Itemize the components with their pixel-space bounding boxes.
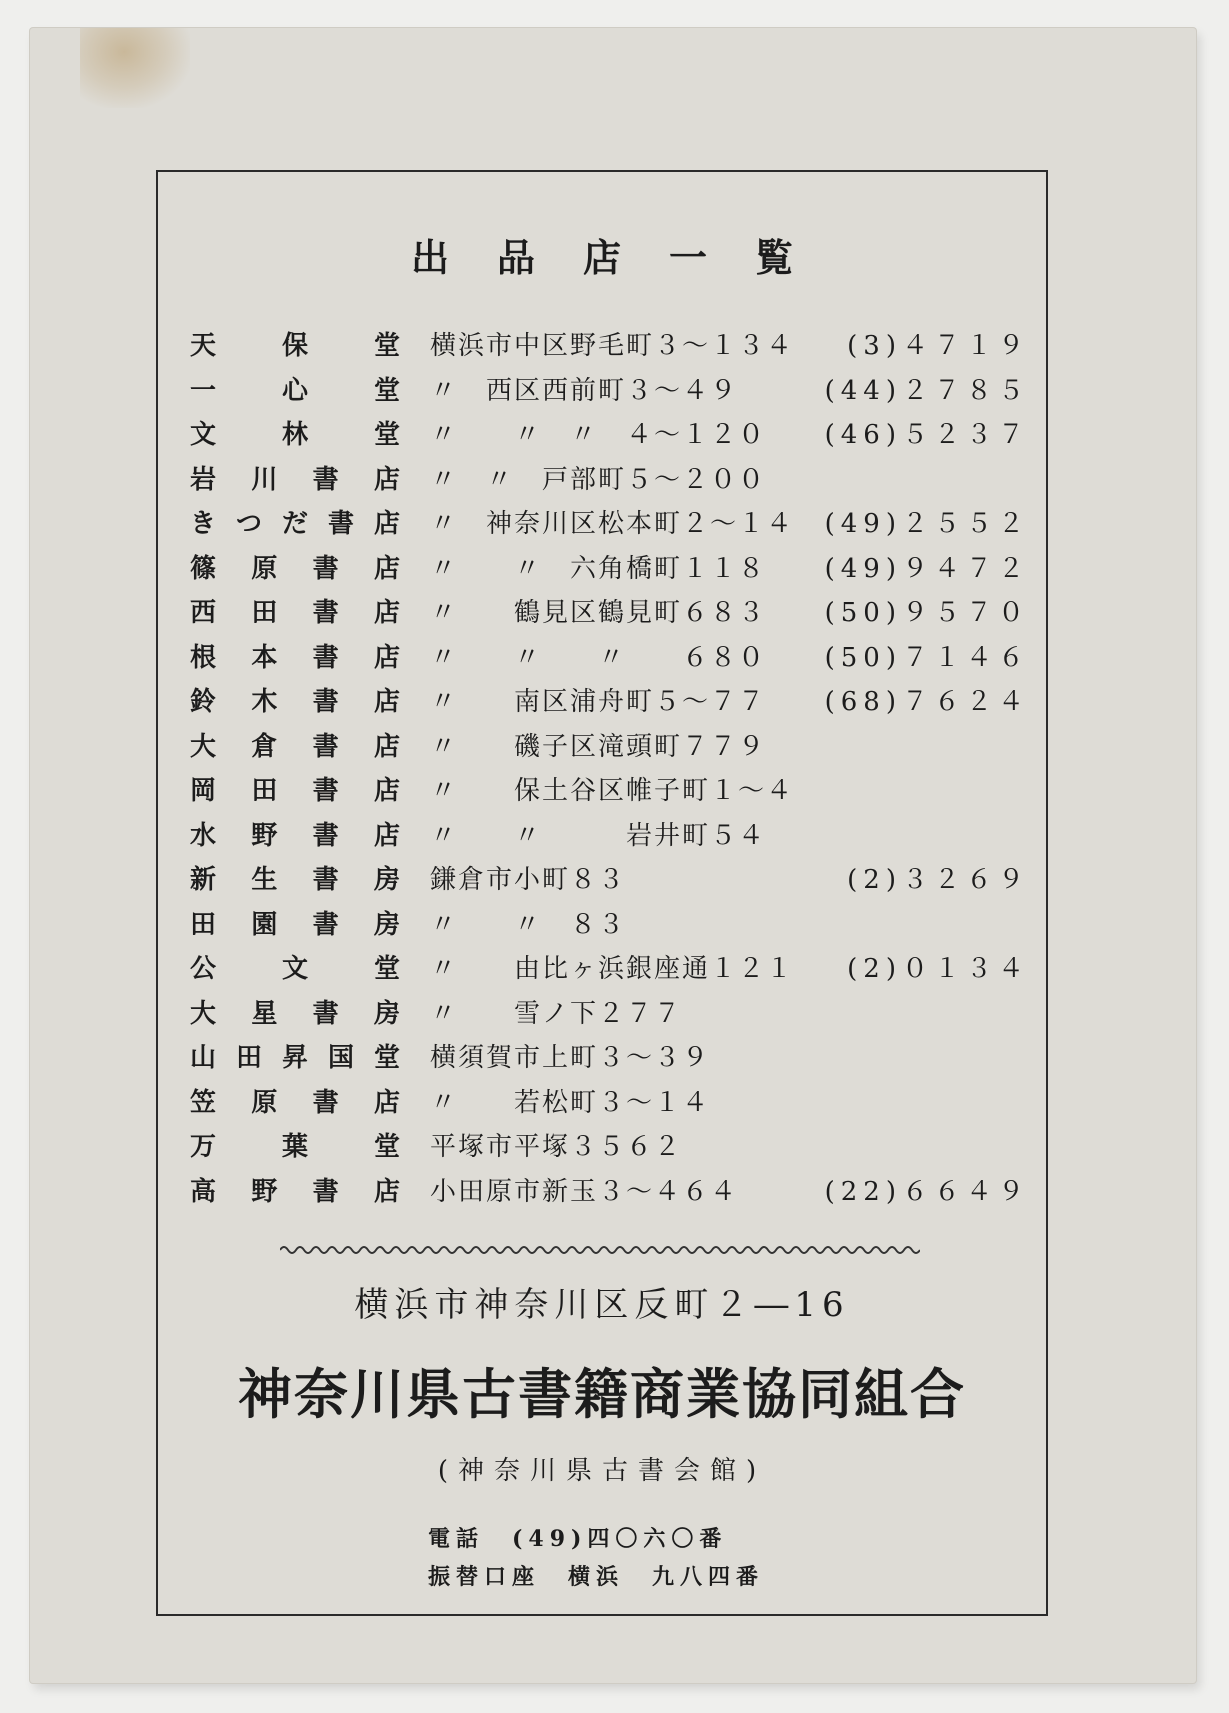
shop-address: 〃 雪ノ下２７７ (430, 998, 683, 1029)
wavy-divider (280, 1242, 920, 1258)
shop-address: 〃 磯子区滝頭町７７９ (430, 731, 767, 762)
page-title: 出品店一覧 (410, 235, 841, 280)
shop-phone: (68)７６２４ (824, 687, 1030, 717)
shop-name: 笠 原 書 店 (190, 1087, 400, 1118)
shop-address: 平塚市平塚３５６２ (430, 1132, 683, 1162)
org-alias: (神奈川県古書会館) (437, 1456, 767, 1486)
org-address: 横浜市神奈川区反町２―16 (354, 1285, 850, 1325)
shop-phone: (49)２５５２ (824, 509, 1030, 539)
shop-row (190, 324, 1040, 369)
shop-name: 大 星 書 房 (190, 998, 400, 1029)
shop-name: 岡 田 書 店 (190, 776, 400, 806)
shop-address: 〃 南区浦舟町５～７７ (430, 687, 767, 717)
shop-row (190, 858, 1040, 903)
shop-phone: (3)４７１９ (847, 331, 1030, 361)
shop-row (190, 992, 1040, 1037)
shop-name: 山 田 昇 国 堂 (190, 1043, 400, 1073)
shop-phone: (50)９５７０ (824, 598, 1030, 628)
shop-name: 田 園 書 房 (190, 909, 400, 940)
shop-address: 〃 西区西前町３～４９ (430, 375, 739, 406)
shop-address: 〃 若松町３～１４ (430, 1087, 711, 1118)
org-telephone: 電話 (49)四〇六〇番 (428, 1526, 728, 1552)
shop-address: 〃 神奈川区松本町２～１４ (430, 509, 795, 539)
shop-row (190, 636, 1040, 681)
shop-phone: (22)６６４９ (824, 1176, 1030, 1207)
shop-name: 高 野 書 店 (190, 1176, 400, 1207)
shop-name: 大 倉 書 店 (190, 731, 400, 762)
shop-name: 一 心 堂 (190, 375, 400, 406)
shop-row (190, 725, 1040, 770)
shop-phone: (46)５２３７ (824, 420, 1030, 450)
shop-address: 横須賀市上町３～３９ (430, 1043, 711, 1073)
content-frame (156, 170, 1048, 1616)
shop-name: き つ だ 書 店 (190, 509, 400, 539)
shop-address: 〃 鶴見区鶴見町６８３ (430, 598, 767, 628)
shop-phone: (2)３２６９ (847, 865, 1030, 895)
shop-row (190, 769, 1040, 814)
shop-address: 小田原市新玉３～４６４ (430, 1176, 739, 1207)
shop-name: 天 保 堂 (190, 331, 400, 361)
shop-row (190, 1036, 1040, 1081)
shop-row (190, 1170, 1040, 1215)
shop-row (190, 369, 1040, 414)
shop-phone: (50)７１４６ (824, 642, 1030, 673)
shop-name: 公 文 堂 (190, 954, 400, 984)
shop-name: 根 本 書 店 (190, 642, 400, 673)
shop-name: 万 葉 堂 (190, 1132, 400, 1162)
shop-phone: (2)０１３４ (847, 954, 1030, 984)
shop-row (190, 547, 1040, 592)
shop-address: 〃 保土谷区帷子町１～４ (430, 776, 795, 806)
shop-name: 水 野 書 店 (190, 820, 400, 851)
shop-name: 文 林 堂 (190, 420, 400, 450)
shop-name: 鈴 木 書 店 (190, 687, 400, 717)
shop-phone: (44)２７８５ (824, 375, 1030, 406)
shop-address: 〃 〃 六角橋町１１８ (430, 553, 767, 584)
shop-name: 篠 原 書 店 (190, 553, 400, 584)
shop-name: 新 生 書 房 (190, 865, 400, 895)
shop-row (190, 1081, 1040, 1126)
shop-address: 〃 〃 岩井町５４ (430, 820, 767, 851)
shop-address: 〃 〃 〃 ６８０ (430, 642, 767, 673)
org-transfer-account: 振替口座 横浜 九八四番 (428, 1564, 765, 1590)
shop-address: 鎌倉市小町８３ (430, 865, 627, 895)
shop-row (190, 413, 1040, 458)
shop-list (190, 324, 1040, 1214)
shop-address: 〃 〃 〃 ４～１２０ (430, 420, 767, 450)
shop-row (190, 814, 1040, 859)
shop-row (190, 680, 1040, 725)
shop-row (190, 1125, 1040, 1170)
catalog-back-cover (30, 28, 1196, 1683)
shop-phone: (49)９４７２ (824, 553, 1030, 584)
shop-row (190, 502, 1040, 547)
shop-row (190, 591, 1040, 636)
shop-address: 〃 〃 ８３ (430, 909, 627, 940)
shop-row (190, 947, 1040, 992)
shop-name: 岩 川 書 店 (190, 464, 400, 495)
shop-address: 〃 〃 戸部町５～２００ (430, 464, 767, 495)
shop-row (190, 903, 1040, 948)
shop-row (190, 458, 1040, 503)
shop-address: 〃 由比ヶ浜銀座通１２１ (430, 954, 795, 984)
shop-name: 西 田 書 店 (190, 598, 400, 628)
shop-address: 横浜市中区野毛町３～１３４ (430, 331, 795, 361)
org-name: 神奈川県古書籍商業協同組合 (238, 1362, 966, 1426)
